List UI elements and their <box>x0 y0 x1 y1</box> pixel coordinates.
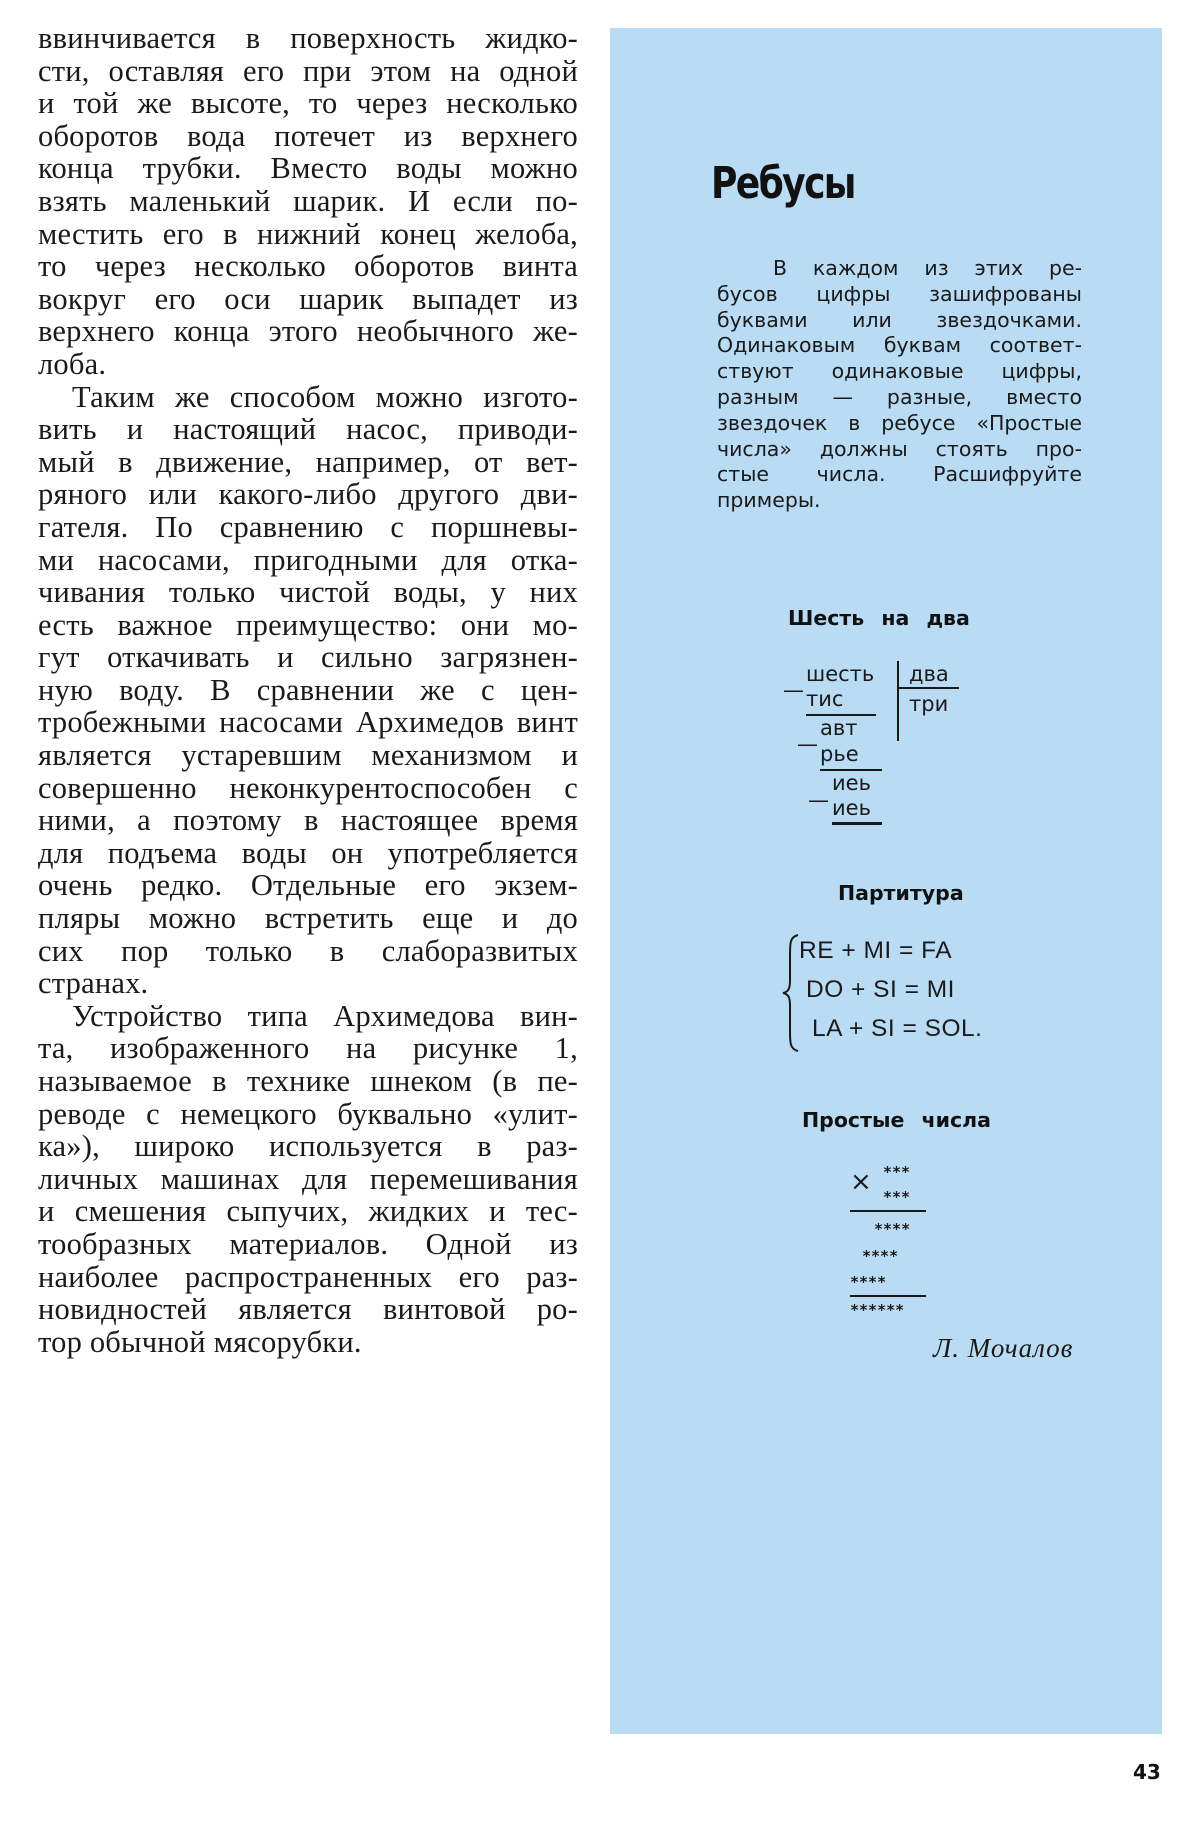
minus-sign: — <box>808 788 829 812</box>
text-line: мый в движение, например, от вет- <box>38 444 578 479</box>
intro-line: примеры. <box>717 488 821 513</box>
text-line: ними, а поэтому в настоящее время <box>38 803 578 838</box>
text-line: верхнего конца этого необычного же- <box>38 314 578 349</box>
intro-line: разным — разные, вместо <box>717 384 1082 409</box>
final-product: ****** <box>850 1301 905 1319</box>
equation-1: RE + MI = FA <box>799 937 953 964</box>
text-line: сих пор только в слаборазвитых <box>38 933 578 968</box>
divisor: два <box>909 662 949 686</box>
partial-product-3: **** <box>850 1273 887 1291</box>
prime-multiplication-puzzle <box>850 1143 990 1333</box>
text-line: странах. <box>38 966 149 1001</box>
partial-product-2: **** <box>862 1247 899 1265</box>
minus-sign: — <box>783 678 804 702</box>
times-sign: × <box>850 1167 872 1197</box>
intro-line: Одинаковым буквам соответ- <box>717 333 1082 358</box>
subtrahend-3: иеь <box>832 796 871 820</box>
puzzle-heading-score: Партитура <box>838 881 964 905</box>
division-puzzle <box>783 658 1010 878</box>
puzzles-panel <box>610 28 1162 1734</box>
text-line: личных машинах для перемешивания <box>38 1161 578 1196</box>
text-line: называемое в технике шнеком (в пе- <box>38 1064 578 1098</box>
text-line: есть важное преимущество: они мо- <box>38 607 578 642</box>
text-line: взять маленький шарик. И если по- <box>38 183 578 218</box>
text-line: ка»), широко используется в раз- <box>38 1129 578 1164</box>
text-line: и той же высоте, то через несколько <box>38 86 578 121</box>
remainder-2: иеь <box>832 771 871 795</box>
intro-line: ствуют одинаковые цифры, <box>717 359 1082 384</box>
text-line: является устаревшим механизмом и <box>38 738 578 773</box>
text-line: Таким же способом можно изгото- <box>72 379 578 414</box>
page-number: 43 <box>1133 1760 1161 1784</box>
puzzle-heading-six-by-two: Шесть на два <box>788 606 970 630</box>
text-line: ми насосами, пригодными для отка- <box>38 542 578 577</box>
intro-line: звездочек в ребусе «Простые <box>717 410 1082 435</box>
left-brace-icon <box>782 933 800 1053</box>
text-line: реводе с немецкого буквально «улит- <box>38 1096 578 1131</box>
text-line: местить его в нижний конец желоба, <box>38 216 578 251</box>
text-line: чивания только чистой воды, у них <box>38 575 578 610</box>
intro-line: стые числа. Расшифруйте <box>717 462 1082 487</box>
text-line: сти, оставляя его при этом на одной <box>38 53 578 88</box>
text-line: то через несколько оборотов винта <box>38 249 578 284</box>
intro-line: бусов цифры зашифрованы <box>717 281 1082 306</box>
subtrahend-2: рье <box>820 742 859 766</box>
text-line: ряного или какого-либо другого дви- <box>38 477 578 512</box>
text-line: новидностей является винтовой ро- <box>38 1292 578 1327</box>
text-line: очень редко. Отдельные его экзем- <box>38 868 578 903</box>
partial-product-1: **** <box>874 1220 911 1238</box>
text-line: вокруг его оси шарик выпадет из <box>38 281 578 316</box>
text-line: пляры можно встретить еще и до <box>38 901 578 936</box>
minus-sign: — <box>797 732 818 756</box>
intro-line: В каждом из этих ре- <box>773 256 1082 280</box>
intro-paragraph <box>717 256 1082 514</box>
division-bracket-horizontal <box>897 687 959 689</box>
rule-product-1 <box>850 1210 926 1212</box>
rule-3 <box>832 822 882 825</box>
text-line: совершенно неконкурентоспособен с <box>38 770 578 805</box>
text-line: конца трубки. Вместо воды можно <box>38 151 578 186</box>
quotient: три <box>909 692 949 716</box>
text-line: та, изображенного на рисунке 1, <box>38 1031 578 1066</box>
text-line: ввинчивается в поверхность жидко- <box>38 21 578 55</box>
author-signature: Л. Мочалов <box>933 1333 1074 1363</box>
division-bracket-vertical <box>897 661 899 741</box>
text-line: гут откачивать и сильно загрязнен- <box>38 640 578 675</box>
intro-line: буквами или звездочками. <box>717 307 1082 332</box>
intro-line: числа» должны стоять про- <box>717 436 1082 461</box>
text-line: тор обычной мясорубки. <box>38 1324 362 1359</box>
score-puzzle <box>782 933 1042 1063</box>
text-line: лоба. <box>38 346 107 381</box>
text-line: гателя. По сравнению с поршневы- <box>38 509 578 544</box>
factor-1: *** <box>883 1163 911 1181</box>
left-text-column <box>38 22 578 1358</box>
remainder-1: авт <box>820 716 858 740</box>
text-line: и смешения сыпучих, жидких и тес- <box>38 1194 578 1229</box>
text-line: вить и настоящий насос, приводи- <box>38 412 578 447</box>
text-line: оборотов вода потечет из верхнего <box>38 118 578 153</box>
dividend: шесть <box>806 662 875 686</box>
text-line: ную воду. В сравнении же с цен- <box>38 672 578 707</box>
factor-2: *** <box>883 1188 911 1206</box>
rule-product-2 <box>850 1295 926 1297</box>
text-line: тообразных материалов. Одной из <box>38 1226 578 1261</box>
subtrahend-1: тис <box>806 687 844 711</box>
puzzle-heading-primes: Простые числа <box>802 1108 991 1132</box>
equation-2: DO + SI = MI <box>806 976 955 1003</box>
panel-title: Ребусы <box>711 158 855 209</box>
equation-3: LA + SI = SOL. <box>812 1015 983 1042</box>
text-line: для подъема воды он употребляется <box>38 835 578 870</box>
text-line: Устройство типа Архимедова вин- <box>72 998 578 1033</box>
text-line: наиболее распространенных его раз- <box>38 1259 578 1294</box>
text-line: тробежными насосами Архимедов винт <box>38 705 578 740</box>
